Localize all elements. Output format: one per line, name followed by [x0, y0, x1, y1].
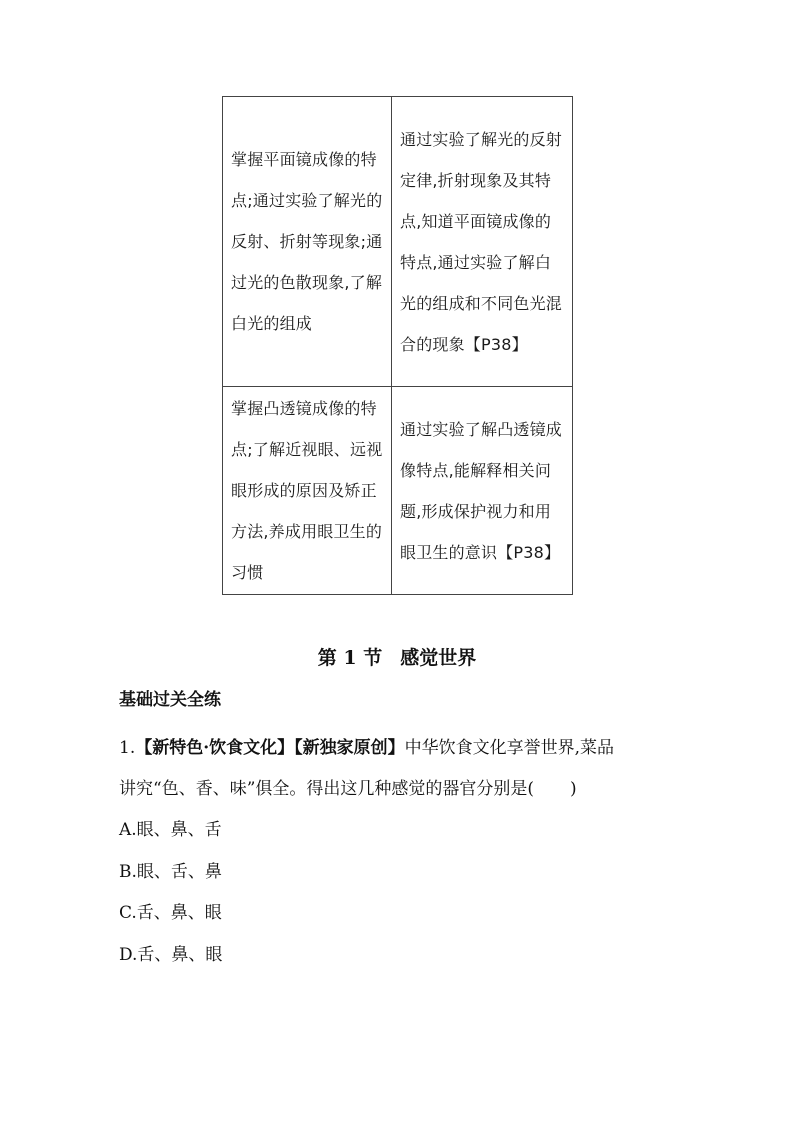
question-number: 1. [119, 738, 136, 758]
question-text: 中华饮食文化享誉世界,菜品 [404, 738, 615, 758]
table-row [223, 97, 573, 387]
cell-text: 通过实验了解光的反射定律,折射现象及其特点,知道平面镜成像的特点,通过实验了解白光的组成和不同色光混合的现象【P38】 [400, 129, 563, 354]
cell-text: 掌握凸透镜成像的特点;了解近视眼、远视眼形成的原因及矫正方法,养成用眼卫生的习惯 [231, 399, 383, 582]
option-c: C.舌、鼻、眼 [119, 903, 222, 923]
exercise-heading: 基础过关全练 [119, 690, 221, 710]
answer-close-paren: ) [570, 779, 577, 799]
section-name: 感觉世界 [400, 647, 477, 669]
option-b: B.眼、舌、鼻 [119, 861, 222, 882]
table-cell-requirement [223, 387, 392, 595]
section-number: 第 1 节 [317, 647, 383, 669]
question-1 [119, 728, 679, 810]
question-line [119, 769, 679, 810]
option-d: D.舌、鼻、眼 [119, 944, 223, 965]
cell-text: 通过实验了解凸透镜成像特点,能解释相关问题,形成保护视力和用眼卫生的意识【P38】 [400, 419, 563, 562]
curriculum-standards-table [222, 96, 573, 595]
answer-options [119, 810, 222, 976]
question-text: 讲究“色、香、味”俱全。得出这几种感觉的器官分别是( [119, 779, 535, 799]
question-tag: 【新特色·饮食文化】 [135, 738, 295, 758]
table-row [223, 387, 573, 595]
table-cell-activity [392, 387, 573, 595]
question-tag: 【新独家原创】 [294, 738, 405, 758]
cell-text: 掌握平面镜成像的特点;通过实验了解光的反射、折射等现象;通过光的色散现象,了解白光的组成 [231, 150, 383, 333]
question-line [119, 728, 679, 769]
option-a: A.眼、鼻、舌 [119, 820, 222, 840]
table-cell-activity [392, 97, 573, 387]
section-title [0, 644, 794, 672]
table-cell-requirement [223, 97, 392, 387]
